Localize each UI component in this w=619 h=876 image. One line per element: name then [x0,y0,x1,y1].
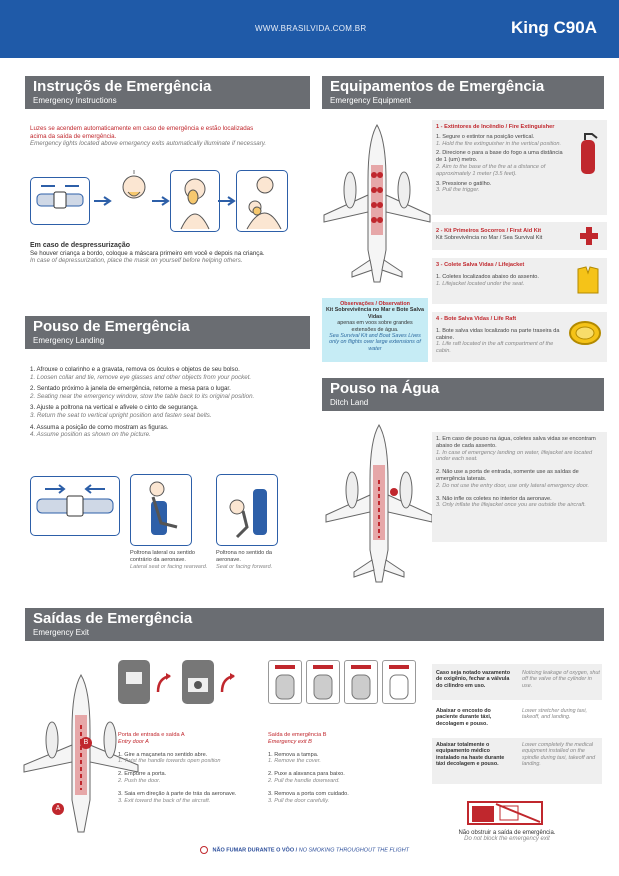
seatbelt-icon [30,177,90,225]
door-a-instructions: Porta de entrada e saída A Entry door A 1. Gire a maçaneta no sentido abre. 1. Twist the handle towards open position 2. Empurre a porta. 2. Push the door. 3. Saia em direção à parte de trás da aeronave. 3. Exit toward the back of the aircraft. [118,732,237,804]
exit-window-step2-icon [306,660,340,704]
first-aid-cross-icon [579,226,599,246]
section-title: Instruçõs de Emergência [33,78,212,95]
no-block-exit-icon [466,798,546,828]
table-cell-en: Lower stretcher during taxi, takeoff, and landing. [522,708,588,721]
exit-window-step1-icon [268,660,302,704]
no-block-note: Não obstruir a saída de emergência. Do not block the emergency exit [458,830,556,842]
aircraft-model: King C90A [511,18,597,37]
section-subtitle: Emergency Landing [33,336,105,345]
section-subtitle: Emergency Instructions [33,96,117,105]
site-url[interactable]: WWW.BRASILVIDA.COM.BR [255,24,367,33]
liferaft-icon [568,318,602,348]
exit-b-instructions: Saída de emergência B Emergency exit B 1. Remova a tampa. 1. Remove the cover. 2. Puxe a alavanca para baixo. 2. Pull the handle downward. 3. Remova a porta com cuidado. 3. Pull the door carefully. [268,732,349,804]
seatbelt-fasten-icon [30,476,120,536]
exit-window-step4-icon [382,660,416,704]
brace-forward-icon [216,474,278,546]
caption-rearward: Poltrona lateral ou sentido contrário da aeronave. Lateral seat or facing rearward. [130,550,208,570]
section-title: Pouso na Água [330,380,440,397]
top-bar [0,0,619,58]
exit-marker-a: A [52,803,64,815]
door-handle-closed-icon [118,660,150,704]
lifejacket-icon [574,265,602,295]
push-arrow-icon [218,672,238,696]
no-smoking-icon [200,846,208,854]
landing-steps: 1. Afrouxe o colarinho e a gravata, remova os óculos e objetos de seu bolso. 1. Loosen collar and tie, remove eye glasses and other objects from your pocket. 2. Sentado próximo à janela de emergência, retorne a mesa para o lugar. 2. Seating near the emergency window, stow the table back to its original position. 3. Ajuste a poltrona na vertical e afivele o cinto de segurança. 3. Return the seat to vertical upright position and fasten seat belts. 4. Assuma a posição de como mostram as figuras. 4. Assume position as shown on the picture. [30,366,255,439]
rotate-arrow-icon [154,672,174,696]
aircraft-equipment-diagram [322,120,432,290]
fire-extinguisher-icon [576,130,600,176]
caption-forward: Poltrona no sentido da aeronave. Seat or facing forward. [216,550,273,570]
table-cell-en: Noticing leakage of oxygen, shut off the valve of the cylinder in use. [522,670,600,689]
section-subtitle: Ditch Land [330,398,369,407]
brace-rearward-icon [130,474,192,546]
section-header-saidas [25,608,604,641]
mask-person-icon [170,170,220,232]
footer-no-smoking: NÃO FUMAR DURANTE O VÔO / NO SMOKING THROUGHOUT THE FLIGHT [200,846,409,854]
exit-marker-b: B [80,737,92,749]
section-header-agua [322,378,604,411]
section-title: Saídas de Emergência [33,610,193,627]
table-cell-pt: Abaixar totalmente o equipamento médico instalado na haste durante táxi decolagem e pouso. [436,742,505,768]
aircraft-ditch-diagram [324,420,434,590]
section-title: Equipamentos de Emergência [330,78,545,95]
ditch-steps: 1. Em caso de pouso na água, coletes salva vidas se encontram abaixo de cada assento. 1. In case of emergency landing on water, lifejacket are located under each seat. 2. Não use a porta de entrada, somente use as saídas de emergência laterais. 2. Do not use the entry door, use only lateral emergency door. 3. Não infle os coletes no interior da aeronave. 3. Only inflate the lifejacket once you are outside the aircraft. [436,436,596,509]
table-cell-pt: Abaixar o encosto do paciente durante táxi, decolagem e pouso. [436,708,492,727]
arrow-right-icon [94,196,114,206]
section-header-instrucoes [25,76,310,109]
section-subtitle: Emergency Equipment [330,96,411,105]
section-title: Pouso de Emergência [33,318,190,335]
observation-box: Observações / Observation Kit Sobrevivência no Mar e Bote Salva Vidas apenas em voos sobre grandes extensões de água. Sea Survival Kit and Boat Saves Lives only on flights over large extensions of water [322,298,428,362]
section-header-pouso [25,316,310,349]
section-subtitle: Emergency Exit [33,628,90,637]
mask-child-icon [236,170,288,232]
lifejacket-text: 3 - Colete Salva Vidas / Lifejacket 1. Coletes localizados abaixo do assento. 1. Lifejacket located under the seat. [436,262,539,287]
arrow-right-icon [218,196,238,206]
firstaid-text: 2 - Kit Primeiros Socorros / First Aid Kit Kit Sobrevivência no Mar / Sea Survival Kit [436,228,543,241]
depressurization-text: Em caso de despressurização Se houver criança a bordo, coloque a máscara primeiro em você e depois na criança. In case of depressurization, place the mask on yourself before helping others. [30,242,265,265]
liferaft-text: 4 - Bote Salva Vidas / Life Raft 1. Bote salva vidas localizado na parte traseira da cabine. 1. Life raft located in the aft compartment of the cabin. [436,316,560,355]
extinguisher-text: 1 - Extintores de Incêndio / Fire Extinguisher 1. Segure o extintor na posição vertical. 1. Hold the fire extinguisher in the vertical position. 2. Direcione o para a base do fogo a uma distância de 1 (um) metro. 2. Aim to the base of the fire at a distance of approximately 1 meter (3.5 feet). 3. Pressione o gatilho. 3. Pull the trigger. [436,124,563,194]
door-handle-open-icon [182,660,214,704]
arrow-right-icon [152,196,172,206]
exit-window-step3-icon [344,660,378,704]
table-cell-pt: Caso seja notado vazamento de oxigênio, fechar a válvula do cilindro em uso. [436,670,510,689]
section-header-equipamentos [322,76,604,109]
oxygen-mask-icon [112,170,156,208]
table-cell-en: Lower completely the medical equipment installed on the spindle during taxi, takeoff and landing. [522,742,596,768]
emergency-lights-text: Luzes se acendem automaticamente em caso de emergência e estão localizadas acima da saída de emergência. Emergency lights located above emergency exits automatically illuminate if necessary. [30,125,267,148]
